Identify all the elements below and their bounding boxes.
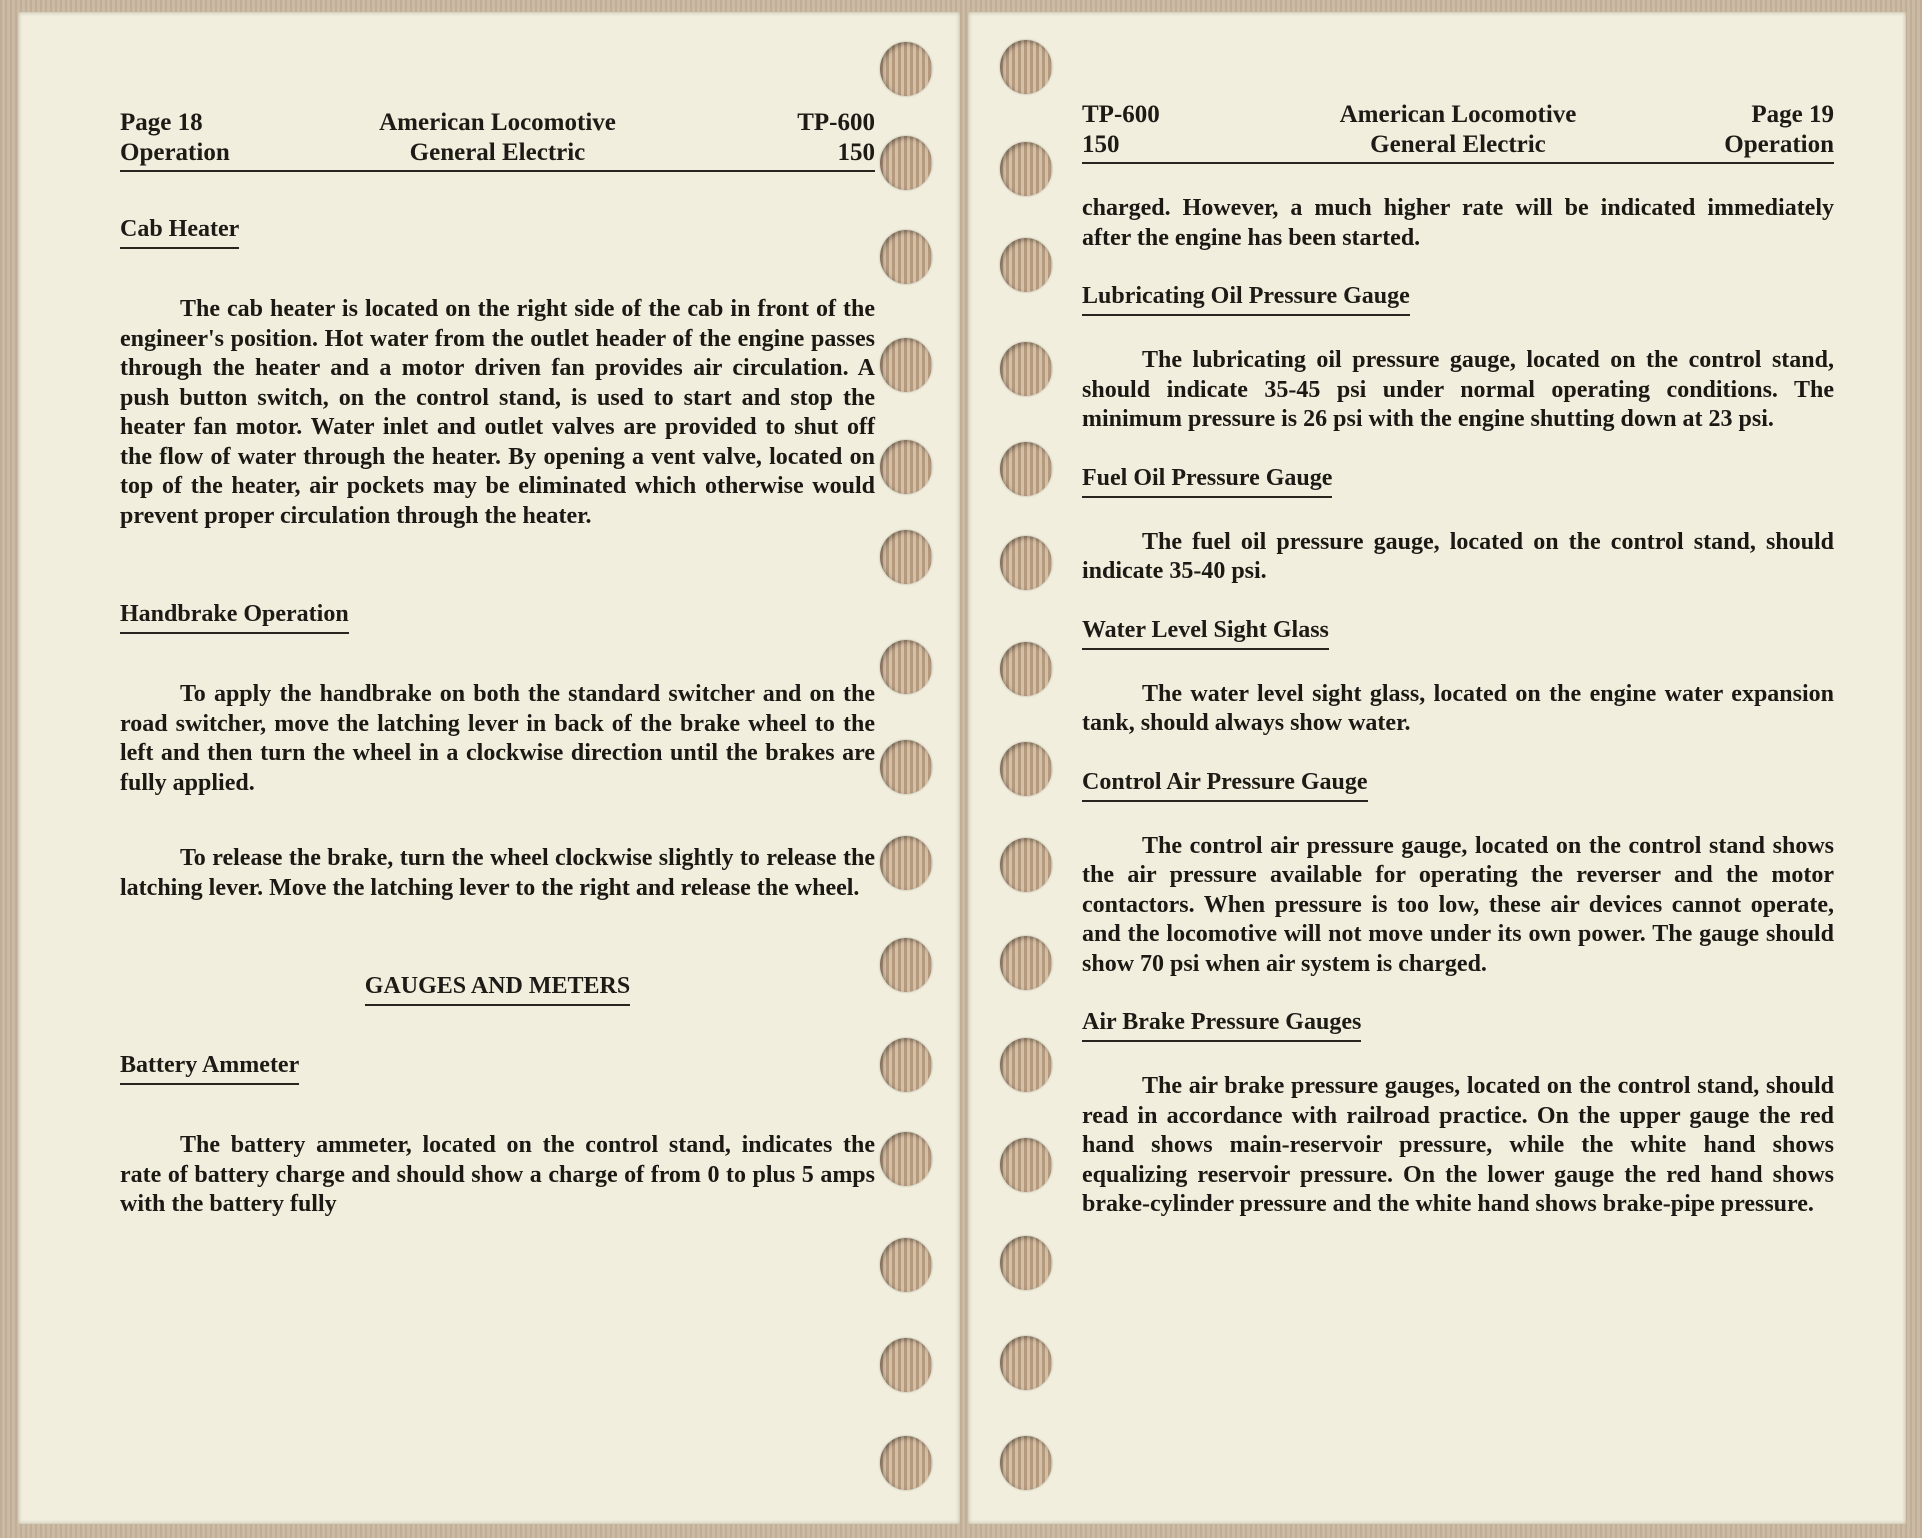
binding-hole (880, 136, 932, 190)
left-page-content (120, 108, 875, 1220)
section-fuel-oil-gauge (1082, 465, 1834, 587)
section-water-sight-glass (1082, 617, 1834, 739)
section-battery-ammeter (120, 1052, 875, 1220)
binding-hole (880, 1238, 932, 1292)
binding-hole (1000, 238, 1052, 292)
binding-hole (1000, 936, 1052, 990)
left-binding-holes (880, 0, 940, 1538)
binding-hole (1000, 1236, 1052, 1290)
right-binding-holes (1000, 0, 1060, 1538)
section-label: Operation (120, 139, 230, 166)
binding-hole (1000, 40, 1052, 94)
left-header-right (623, 108, 875, 168)
paragraph: The lubricating oil pressure gauge, located on the control stand, should indicate 35-45 psi under normal operating conditions. The minimum pressure is 26 psi with the engine shutting down at 23 psi. (1082, 347, 1834, 432)
binding-hole (880, 640, 932, 694)
binding-hole (1000, 1436, 1052, 1490)
doc-sub-number: 150 (1082, 131, 1120, 158)
binding-hole (880, 1038, 932, 1092)
section-heading: Cab Heater (120, 216, 239, 249)
binding-hole (1000, 838, 1052, 892)
left-header-center (372, 108, 624, 168)
section-cab-heater (120, 216, 875, 531)
company-line-1: American Locomotive (379, 109, 616, 136)
left-page (18, 12, 960, 1524)
binding-hole (1000, 1336, 1052, 1390)
page-number: Page 18 (120, 109, 203, 136)
section-control-air-gauge (1082, 769, 1834, 980)
left-running-header (120, 108, 875, 172)
section-air-brake-gauges (1082, 1009, 1834, 1220)
right-page (968, 12, 1906, 1524)
binding-hole (880, 740, 932, 794)
doc-number: TP-600 (1082, 101, 1160, 128)
binding-hole (880, 42, 932, 96)
right-running-header (1082, 100, 1834, 164)
section-heading: Lubricating Oil Pressure Gauge (1082, 283, 1410, 316)
binding-hole (1000, 642, 1052, 696)
section-heading: Control Air Pressure Gauge (1082, 769, 1368, 802)
binding-hole (880, 1338, 932, 1392)
binding-hole (1000, 342, 1052, 396)
binding-hole (880, 338, 932, 392)
paragraph: The control air pressure gauge, located on the control stand shows the air pressure available for operating the reverser and the motor contactors. When pressure is too low, these air devices cannot operate, and the locomotive will not move under its own power. The gauge should show 70 psi when air system is charged. (1082, 832, 1834, 977)
binding-hole (880, 1132, 932, 1186)
binding-hole (1000, 442, 1052, 496)
section-heading: Handbrake Operation (120, 601, 349, 634)
major-heading: GAUGES AND METERS (365, 973, 630, 1006)
binding-hole (1000, 742, 1052, 796)
paragraph: The air brake pressure gauges, located on the control stand, should read in accordance with railroad practice. On the upper gauge the red hand shows main-reservoir pressure, while the white hand shows equalizing reservoir pressure. On the lower gauge the red hand shows brake-cylinder pressure and the white hand shows brake-pipe pressure. (1082, 1073, 1834, 1217)
paragraph: To apply the handbrake on both the standard switcher and on the road switcher, move the latching lever in back of the brake wheel to the left and then turn the wheel in a clockwise direction until the brakes are fully applied. (120, 681, 875, 796)
paragraph: The water level sight glass, located on the engine water expansion tank, should always show water. (1082, 680, 1834, 736)
continued-paragraph: charged. However, a much higher rate will be indicated immediately after the engine has been started. (1082, 195, 1834, 251)
paragraph: The fuel oil pressure gauge, located on the control stand, should indicate 35-40 psi. (1082, 528, 1834, 584)
company-line-1: American Locomotive (1339, 101, 1577, 128)
binding-hole (880, 938, 932, 992)
major-heading-wrap (120, 973, 875, 1006)
binding-hole (1000, 1038, 1052, 1092)
section-heading: Fuel Oil Pressure Gauge (1082, 465, 1332, 498)
right-header-center (1333, 100, 1584, 160)
left-header-left (120, 108, 372, 168)
binding-hole (1000, 142, 1052, 196)
page-number: Page 19 (1751, 101, 1834, 128)
right-header-left (1082, 100, 1333, 160)
binding-hole (880, 530, 932, 584)
right-header-right (1583, 100, 1834, 160)
binding-hole (880, 1436, 932, 1490)
binding-hole (880, 836, 932, 890)
paragraph: To release the brake, turn the wheel clockwise slightly to release the latching lever. Move the latching lever to the right and release the wheel. (120, 845, 875, 901)
section-handbrake (120, 601, 875, 903)
right-page-content (1082, 100, 1834, 1220)
paragraph: The battery ammeter, located on the control stand, indicates the rate of battery charge and should show a charge of from 0 to plus 5 amps with the battery fully (120, 1132, 875, 1217)
section-heading: Air Brake Pressure Gauges (1082, 1009, 1361, 1042)
binding-hole (1000, 1138, 1052, 1192)
company-line-2: General Electric (1370, 131, 1546, 158)
section-label: Operation (1724, 131, 1834, 158)
company-line-2: General Electric (409, 139, 586, 166)
binding-hole (1000, 536, 1052, 590)
binding-hole (880, 230, 932, 284)
binding-hole (880, 440, 932, 494)
paragraph: The cab heater is located on the right side of the cab in front of the engineer's position. Hot water from the outlet header of the engine passes through the heater and a motor driven fan provides air circulation. A push button switch, on the control stand, is used to start and stop the heater fan motor. Water inlet and outlet valves are provided to shut off the flow of water through the heater. By opening a vent valve, located on top of the heater, air pockets may be eliminated which otherwise would prevent proper circulation through the heater. (120, 296, 875, 529)
doc-sub-number: 150 (837, 139, 875, 166)
section-heading: Battery Ammeter (120, 1052, 299, 1085)
section-heading: Water Level Sight Glass (1082, 617, 1329, 650)
section-lube-oil-gauge (1082, 283, 1834, 435)
doc-number: TP-600 (797, 109, 875, 136)
